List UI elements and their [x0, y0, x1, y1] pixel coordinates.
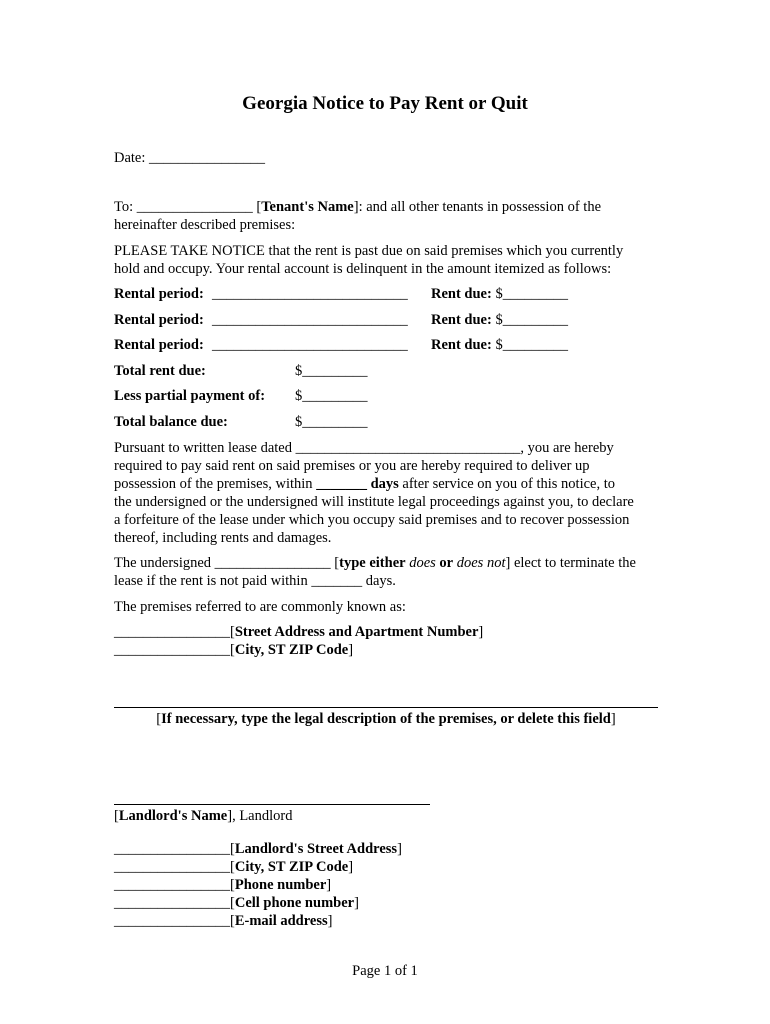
pursuant-line-5: a forfeiture of the lease under which you occupy said premises and to recover possession [114, 512, 630, 528]
notice-line-2: hold and occupy. Your rental account is delinquent in the amount itemized as follows: [114, 261, 612, 277]
date-blank[interactable]: ________________ [149, 150, 266, 166]
tenant-name-label: Tenant's Name [261, 199, 354, 215]
total-rent-due-label: Total rent due: [114, 363, 206, 379]
pursuant-line-1: Pursuant to written lease dated _______________________________, you are hereby [114, 440, 614, 456]
rent-due-label: Rent due: [431, 312, 492, 328]
landlord-phone-label: Phone number [234, 877, 327, 893]
rent-due-label: Rent due: [431, 337, 492, 353]
total-rent-due-blank[interactable]: $_________ [295, 363, 368, 379]
to-line: To: ________________ [Tenant's Name]: and all other tenants in possession of the [114, 199, 602, 215]
pursuant-line-6: thereof, including rents and damages. [114, 530, 332, 546]
rental-period-label: Rental period: [114, 337, 204, 353]
landlord-street-address-field: ________________[Landlord's Street Address] [114, 841, 402, 857]
rental-period-blank[interactable]: ___________________________ [212, 286, 408, 302]
document-title: Georgia Notice to Pay Rent or Quit [242, 93, 528, 114]
undersigned-line-1: The undersigned ________________ [type either does or does not] elect to terminate the [114, 555, 636, 571]
landlord-phone-field: ________________[Phone number] [114, 877, 332, 893]
premises-label: The premises referred to are commonly known as: [114, 599, 406, 615]
landlord-cell-phone-field: ________________[Cell phone number] [114, 895, 359, 911]
to-label: To: [114, 199, 134, 215]
landlord-name-label: Landlord's Name [118, 808, 228, 824]
landlord-name-field: [Landlord's Name], Landlord [114, 808, 293, 824]
landlord-city-st-zip-blank[interactable]: ________________ [114, 859, 230, 875]
landlord-cell-phone-label: Cell phone number [234, 895, 355, 911]
undersigned-line-2: lease if the rent is not paid within _______ days. [114, 573, 396, 589]
days-blank[interactable]: _______ [316, 476, 367, 492]
to-line-2: hereinafter described premises: [114, 217, 296, 233]
legal-description-rule[interactable] [114, 707, 658, 708]
rent-due-row [431, 285, 568, 303]
street-address-blank[interactable]: ________________ [114, 624, 230, 640]
partial-payment-blank[interactable]: $_________ [295, 388, 368, 404]
rental-period-label: Rental period: [114, 312, 204, 328]
page-number: Page 1 of 1 [352, 963, 418, 979]
rental-period-blank[interactable]: ___________________________ [212, 312, 408, 328]
landlord-email-blank[interactable]: ________________ [114, 913, 230, 929]
landlord-city-st-zip-field: ________________[City, ST ZIP Code] [114, 859, 354, 875]
notice-line-1: PLEASE TAKE NOTICE that the rent is past due on said premises which you currently [114, 243, 624, 259]
days-label: days [370, 476, 399, 492]
date-line [114, 149, 664, 167]
landlord-email-label: E-mail address [234, 913, 328, 929]
city-st-zip-blank[interactable]: ________________ [114, 642, 230, 658]
city-st-zip-field: ________________[City, ST ZIP Code] [114, 642, 354, 658]
landlord-phone-blank[interactable]: ________________ [114, 877, 230, 893]
tenant-name-blank[interactable]: ________________ [136, 199, 253, 215]
landlord-cell-phone-blank[interactable]: ________________ [114, 895, 230, 911]
rent-due-label: Rent due: [431, 286, 492, 302]
total-balance-due-label: Total balance due: [114, 414, 228, 430]
total-balance-due-blank[interactable]: $_________ [295, 414, 368, 430]
landlord-city-st-zip-label: City, ST ZIP Code [234, 859, 349, 875]
rent-due-row [431, 336, 568, 354]
pursuant-line-2: required to pay said rent on said premises or you are hereby required to deliver up [114, 458, 590, 474]
rent-due-blank[interactable]: $_________ [495, 337, 568, 353]
date-label: Date: [114, 150, 146, 166]
does-or-does-not-blank[interactable]: ________________ [214, 555, 331, 571]
landlord-street-address-label: Landlord's Street Address [234, 841, 398, 857]
rental-period-blank[interactable]: ___________________________ [212, 337, 408, 353]
rent-due-row [431, 311, 568, 329]
pursuant-line-3: possession of the premises, within _______ days after service on you of this notice, to [114, 476, 616, 492]
pursuant-line-4: the undersigned or the undersigned will institute legal proceedings against you, to declare [114, 494, 634, 510]
rental-period-label: Rental period: [114, 286, 204, 302]
legal-description-label: If necessary, type the legal description of the premises, or delete this field [161, 711, 611, 727]
landlord-street-address-blank[interactable]: ________________ [114, 841, 230, 857]
rent-due-blank[interactable]: $_________ [495, 312, 568, 328]
street-address-field: ________________[Street Address and Apartment Number] [114, 624, 484, 640]
landlord-signature-rule[interactable] [114, 804, 430, 805]
terminate-days-blank[interactable]: _______ [311, 573, 363, 589]
legal-description-field: [If necessary, type the legal description of the premises, or delete this field] [156, 711, 616, 727]
rent-due-blank[interactable]: $_________ [495, 286, 568, 302]
city-st-zip-label: City, ST ZIP Code [234, 642, 349, 658]
partial-payment-label: Less partial payment of: [114, 388, 266, 404]
landlord-email-field: ________________[E-mail address] [114, 913, 333, 929]
street-address-label: Street Address and Apartment Number [234, 624, 479, 640]
lease-date-blank[interactable]: _______________________________ [295, 440, 521, 456]
